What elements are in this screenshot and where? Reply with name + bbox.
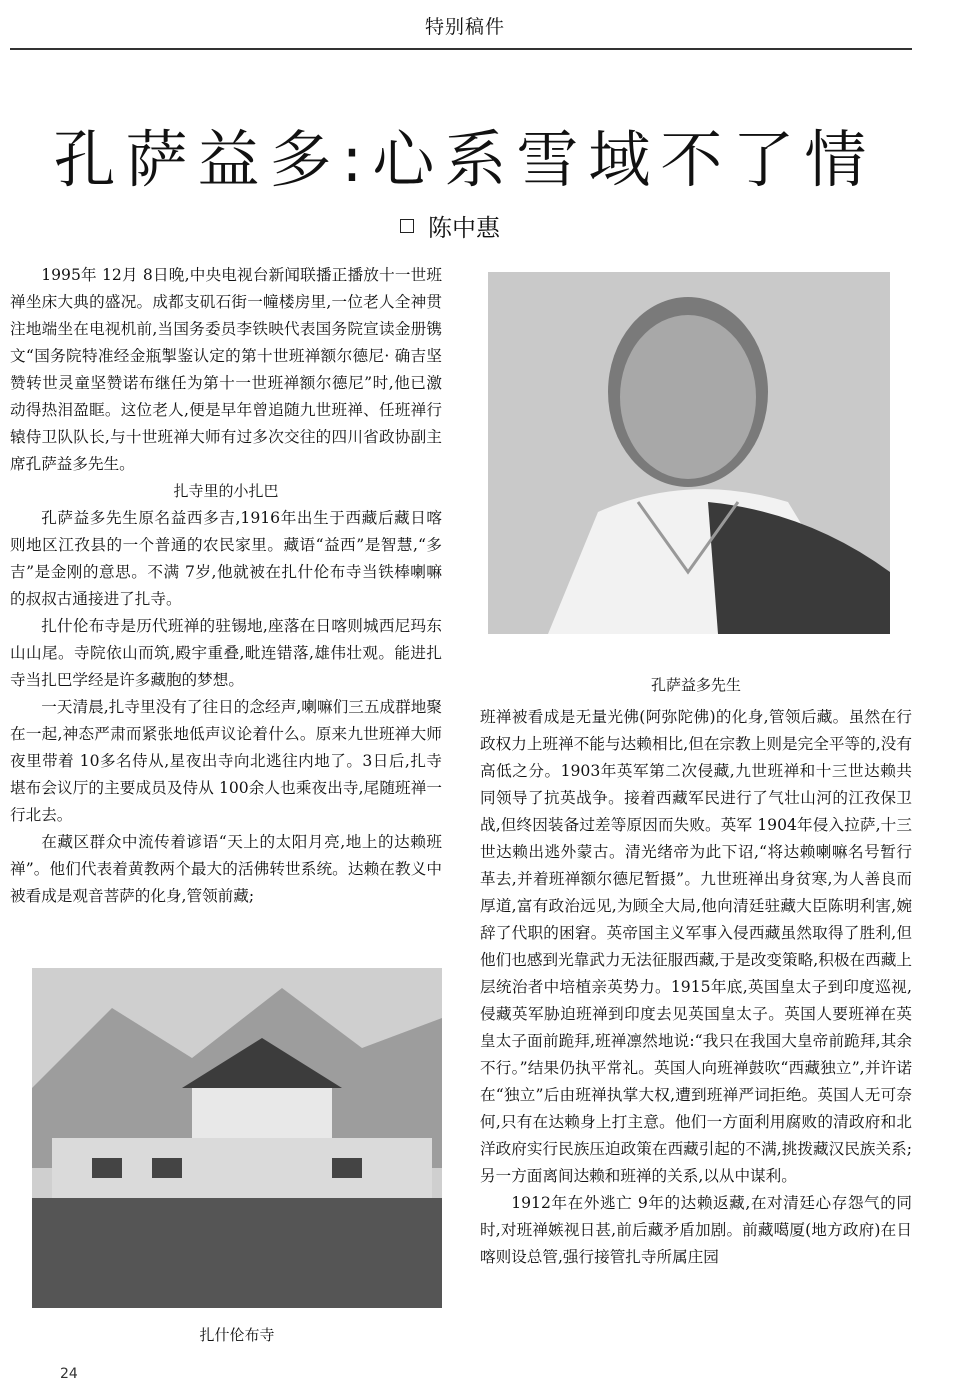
header-rule [10, 48, 912, 50]
page-number: 24 [60, 1366, 78, 1382]
portrait-illustration [488, 272, 890, 634]
right-column [480, 704, 912, 1271]
paragraph: 在藏区群众中流传着谚语“天上的太阳月亮,地上的达赖班禅”。他们代表着黄教两个最大的活佛转世系统。达赖在教义中被看成是观音菩萨的化身,管领前藏; [10, 833, 442, 905]
intro-paragraph: 1995年 12月 8日晚,中央电视台新闻联播正播放十一世班禅坐床大典的盛况。成都支矶石街一幢楼房里,一位老人全神贯注地端坐在电视机前,当国务委员李铁映代表国务院宣读金册镌文“国务院特准经金瓶掣鉴认定的第十世班禅额尔德尼· 确吉坚赞转世灵童坚赞诺布继任为第十一世班禅额尔德尼”时,他已激动得热泪盈眶。这位老人,便是早年曾追随九世班禅、任班禅行辕侍卫队队长,与十世班禅大师有过多次交往的四川省政协副主席孔萨益多先生。 [10, 266, 442, 473]
paragraph: 班禅被看成是无量光佛(阿弥陀佛)的化身,管领后藏。虽然在行政权力上班禅不能与达赖相比,但在宗教上则是完全平等的,没有高低之分。1903年英军第二次侵藏,九世班禅和十三世达赖共同领导了抗英战争。接着西藏军民进行了气壮山河的江孜保卫战,但终因装备过差等原因而失败。英军 1904年侵入拉萨,十三世达赖出逃外蒙古。清光绪帝为此下诏,“将达赖喇嘛名号暂行革去,并着班禅额尔德尼暂摄”。九世班禅出身贫寒,为人善良而厚道,富有政治远见,为顾全大局,他向清廷驻藏大臣陈明利害,婉辞了代职的困窘。英帝国主义军事入侵西藏虽然取得了胜利,但他们也感到光靠武力无法征服西藏,于是改变策略,积极在西藏上层统治者中培植亲英势力。1915年底,英国皇太子到印度巡视,侵藏英军胁迫班禅到印度去见英国皇太子。英国人要班禅在英皇太子面前跪拜,班禅凛然地说:“我只在我国大皇帝前跪拜,其余不行。”结果仍执平常礼。英国人向班禅鼓吹“西藏独立”,并许诺在“独立”后由班禅执掌大权,遭到班禅严词拒绝。英国人无可奈何,只有在达赖身上打主意。他们一方面利用腐败的清政府和北洋政府实行民族压迫政策在西藏引起的不满,挑拨藏汉民族关系;另一方面离间达赖和班禅的关系,以从中谋利。 [480, 708, 912, 1185]
paragraph: 一天清晨,扎寺里没有了往日的念经声,喇嘛们三五成群地聚在一起,神态严肃而紧张地低声议论着什么。原来九世班禅大师夜里带着 10多名侍从,星夜出寺向北逃往内地了。3日后,扎寺堪布会议厅的主要成员及侍从 100余人也乘夜出寺,尾随班禅一行北去。 [10, 698, 442, 824]
portrait-photo [488, 272, 890, 634]
section-subhead: 扎寺里的小扎巴 [173, 482, 279, 500]
portrait-caption: 孔萨益多先生 [650, 676, 741, 694]
byline [400, 208, 500, 243]
monastery-photo [32, 968, 442, 1308]
section-label: 特别稿件 [424, 16, 505, 38]
byline-box-icon [400, 219, 414, 233]
article-title: 孔萨益多:心系雪域不了情 [53, 123, 877, 196]
author-name: 陈中惠 [428, 214, 500, 242]
paragraph: 扎什伦布寺是历代班禅的驻锡地,座落在日喀则城西尼玛东山山尾。寺院依山而筑,殿宇重叠,毗连错落,雄伟壮观。能进扎寺当扎巴学经是许多藏胞的梦想。 [10, 617, 442, 689]
monastery-illustration [32, 968, 442, 1308]
paragraph: 1912年在外逃亡 9年的达赖返藏,在对清廷心存怨气的同时,对班禅嫉视日甚,前后藏矛盾加剧。前藏噶厦(地方政府)在日喀则设总管,强行接管扎寺所属庄园 [480, 1194, 912, 1266]
monastery-caption: 扎什伦布寺 [199, 1326, 275, 1344]
paragraph: 孔萨益多先生原名益西多吉,1916年出生于西藏后藏日喀则地区江孜县的一个普通的农民家里。藏语“益西”是智慧,“多吉”是金刚的意思。不满 7岁,他就被在扎什伦布寺当铁棒喇嘛的叔叔古通接进了扎寺。 [10, 509, 442, 608]
left-column [10, 262, 442, 910]
